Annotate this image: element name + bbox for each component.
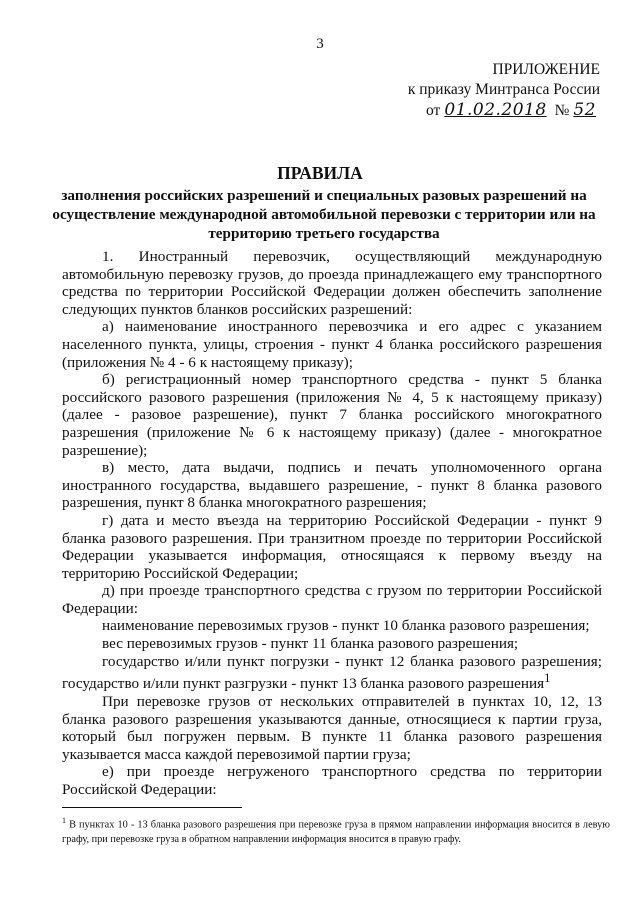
paragraph: 1. Иностранный перевозчик, осуществляющий международную автомобильную перевозку грузов, до проезда принадлежащего ему транспортного средства по территории Российской Федерации должен обеспечить заполнение следующих пунктов бланков российских разрешений: (62, 248, 602, 318)
footnote-divider (62, 807, 242, 808)
paragraph-text: государство и/или пункт погрузки - пункт 12 бланка разового разрешения; государство и/или пункт разгрузки - пункт 13 бланка разового разрешения (62, 652, 602, 693)
paragraph: е) при проезде негруженого транспортного средства по территории Российской Федерации: (62, 763, 602, 798)
paragraph-with-footnote (62, 653, 602, 693)
paragraph: а) наименование иностранного перевозчика и его адрес с указанием населенного пункта, улицы, строения - пункт 4 бланка российского разрешения (приложения № 4 - 6 к настоящему приказу); (62, 318, 602, 371)
document-title: ПРАВИЛА (277, 163, 363, 183)
from-label: от (426, 102, 441, 119)
paragraph: в) место, дата выдачи, подпись и печать уполномоченного органа иностранного государства, выдавшего разрешение, - пункт 8 бланка разового разрешения, пункт 8 бланка многократного разрешения; (62, 459, 602, 512)
footnote-ref: 1 (544, 671, 551, 686)
page-number: 3 (316, 36, 324, 52)
document-subtitle: заполнения российских разрешений и специальных разовых разрешений на осуществление международной автомобильной перевозки с территории или на территорию третьего государства (52, 187, 596, 242)
paragraph: наименование перевозимых грузов - пункт 10 бланка разового разрешения; (102, 617, 590, 635)
paragraph: д) при проезде транспортного средства с грузом по территории Российской Федерации: (62, 582, 602, 617)
paragraph: г) дата и место въезда на территорию Российской Федерации - пункт 9 бланка разового разрешения. При транзитном проезде по территории Российской Федерации указывается информация, относящаяся к первому въезду на территорию Российской Федерации; (62, 511, 602, 582)
footnote-text: В пунктах 10 - 13 бланка разового разрешения при перевозке груза в прямом направлении информация вносится в левую графу, при перевозке груза в обратном направлении информация вносится в правую графу. (62, 819, 610, 846)
handwritten-number: 52 (573, 100, 596, 120)
appendix-date-line (408, 100, 600, 121)
paragraph: б) регистрационный номер транспортного средства - пункт 5 бланка российского разового разрешения (приложения № 4, 5 к настоящему приказу) (далее - разовое разрешение), пункт 7 бланка российского многократного разрешения (приложение № 6 к настоящему приказу) (далее - многократное разрешение); (62, 371, 602, 459)
handwritten-date: 01.02.2018 (444, 100, 547, 120)
number-label: № (554, 102, 570, 119)
footnote-marker: 1 (62, 816, 66, 825)
appendix-block (408, 60, 600, 121)
paragraph: При перевозке грузов от нескольких отправителей в пунктах 10, 12, 13 бланка разового разрешения указываются данные, относящиеся к партии груза, который был погружен первым. В пункте 11 бланка разового разрешения указывается масса каждой перевозимой партии груза; (62, 692, 602, 763)
appendix-order-line: к приказу Минтранса России (407, 81, 600, 98)
document-body (62, 248, 602, 798)
paragraph: вес перевозимых грузов - пункт 11 бланка разового разрешения; (102, 635, 519, 653)
appendix-title: ПРИЛОЖЕНИЕ (492, 61, 600, 78)
footnote (62, 813, 610, 847)
